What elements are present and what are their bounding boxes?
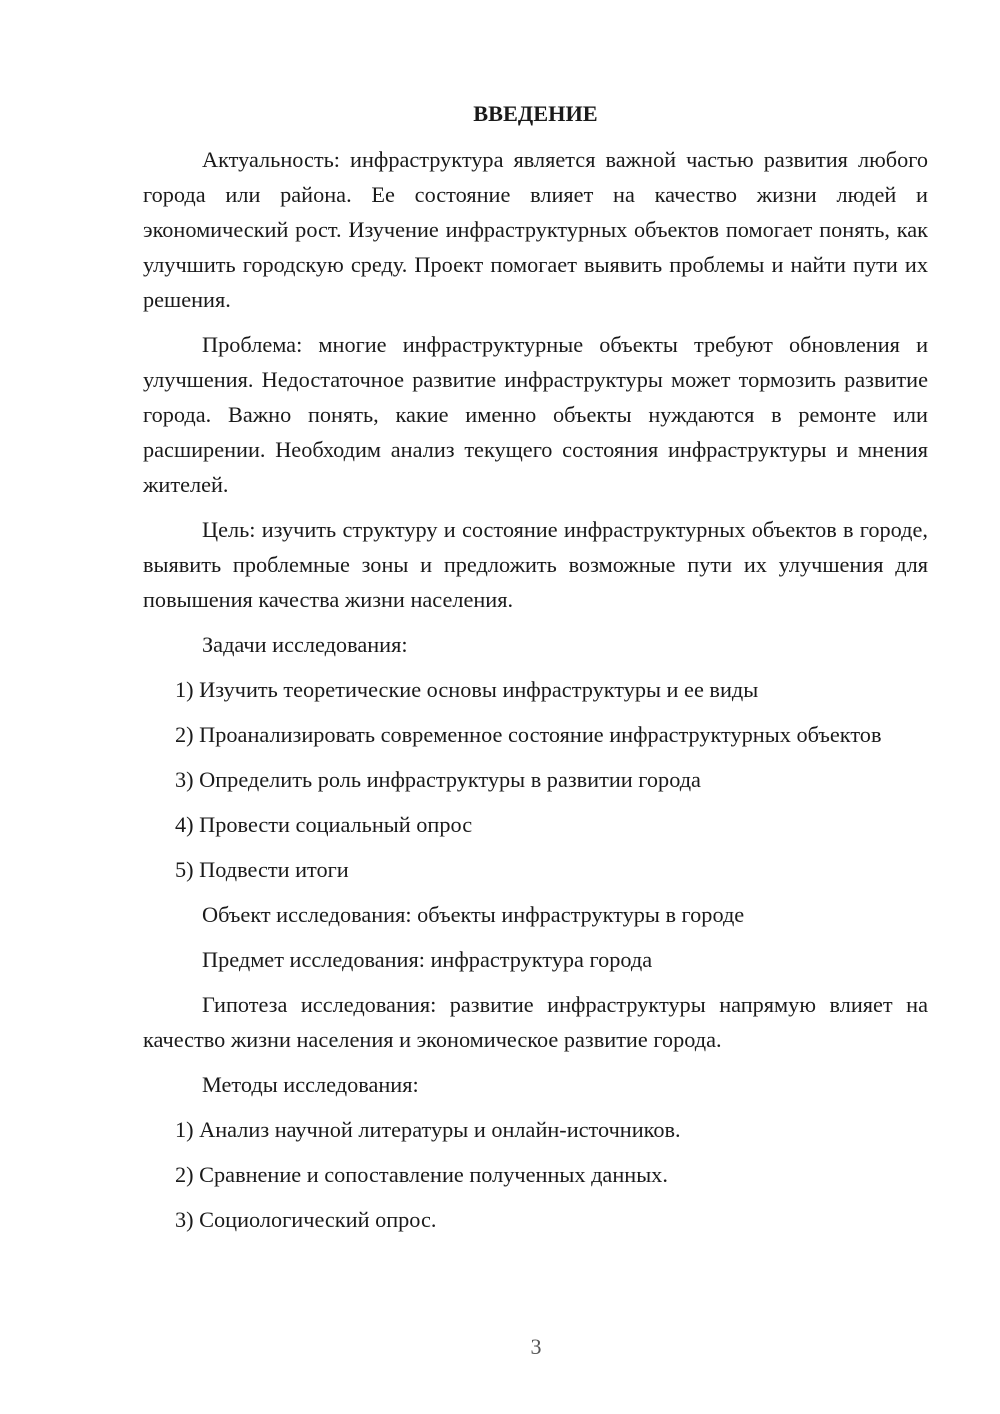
task-item: 4) Провести социальный опрос — [175, 812, 473, 837]
page-number: 3 — [530, 1334, 542, 1359]
task-item: 5) Подвести итоги — [175, 857, 349, 882]
problem-paragraph: Проблема: многие инфраструктурные объекты требуют обновления и улучшения. Недостаточное развитие инфраструктуры может тормозить развитие города. Важно понять, какие именно объекты нуждаются в ремонте или расширении. Необходим анализ текущего состояния инфраструктуры и мнения жителей. — [143, 332, 928, 497]
hypothesis-paragraph: Гипотеза исследования: развитие инфраструктуры напрямую влияет на качество жизни населения и экономическое развитие города. — [143, 992, 928, 1052]
method-item: 2) Сравнение и сопоставление полученных данных. — [175, 1162, 668, 1187]
relevance-paragraph: Актуальность: инфраструктура является важной частью развития любого города или района. Ее состояние влияет на качество жизни людей и экономический рост. Изучение инфраструктурных объектов помогает понять, как улучшить городскую среду. Проект помогает выявить проблемы и найти пути их решения. — [143, 147, 928, 312]
page-title: ВВЕДЕНИЕ — [473, 101, 598, 126]
tasks-heading: Задачи исследования: — [202, 632, 408, 657]
research-subject: Предмет исследования: инфраструктура города — [202, 947, 653, 972]
method-item: 3) Социологический опрос. — [175, 1207, 437, 1232]
task-item: 3) Определить роль инфраструктуры в развитии города — [175, 767, 701, 792]
research-object: Объект исследования: объекты инфраструктуры в городе — [202, 902, 745, 927]
document-page — [143, 96, 928, 1247]
methods-heading: Методы исследования: — [202, 1072, 419, 1097]
goal-paragraph: Цель: изучить структуру и состояние инфраструктурных объектов в городе, выявить проблемные зоны и предложить возможные пути их улучшения для повышения качества жизни населения. — [143, 517, 928, 612]
task-item: 1) Изучить теоретические основы инфраструктуры и ее виды — [175, 677, 759, 702]
method-item: 1) Анализ научной литературы и онлайн-источников. — [175, 1117, 681, 1142]
task-item: 2) Проанализировать современное состояние инфраструктурных объектов — [175, 722, 882, 747]
